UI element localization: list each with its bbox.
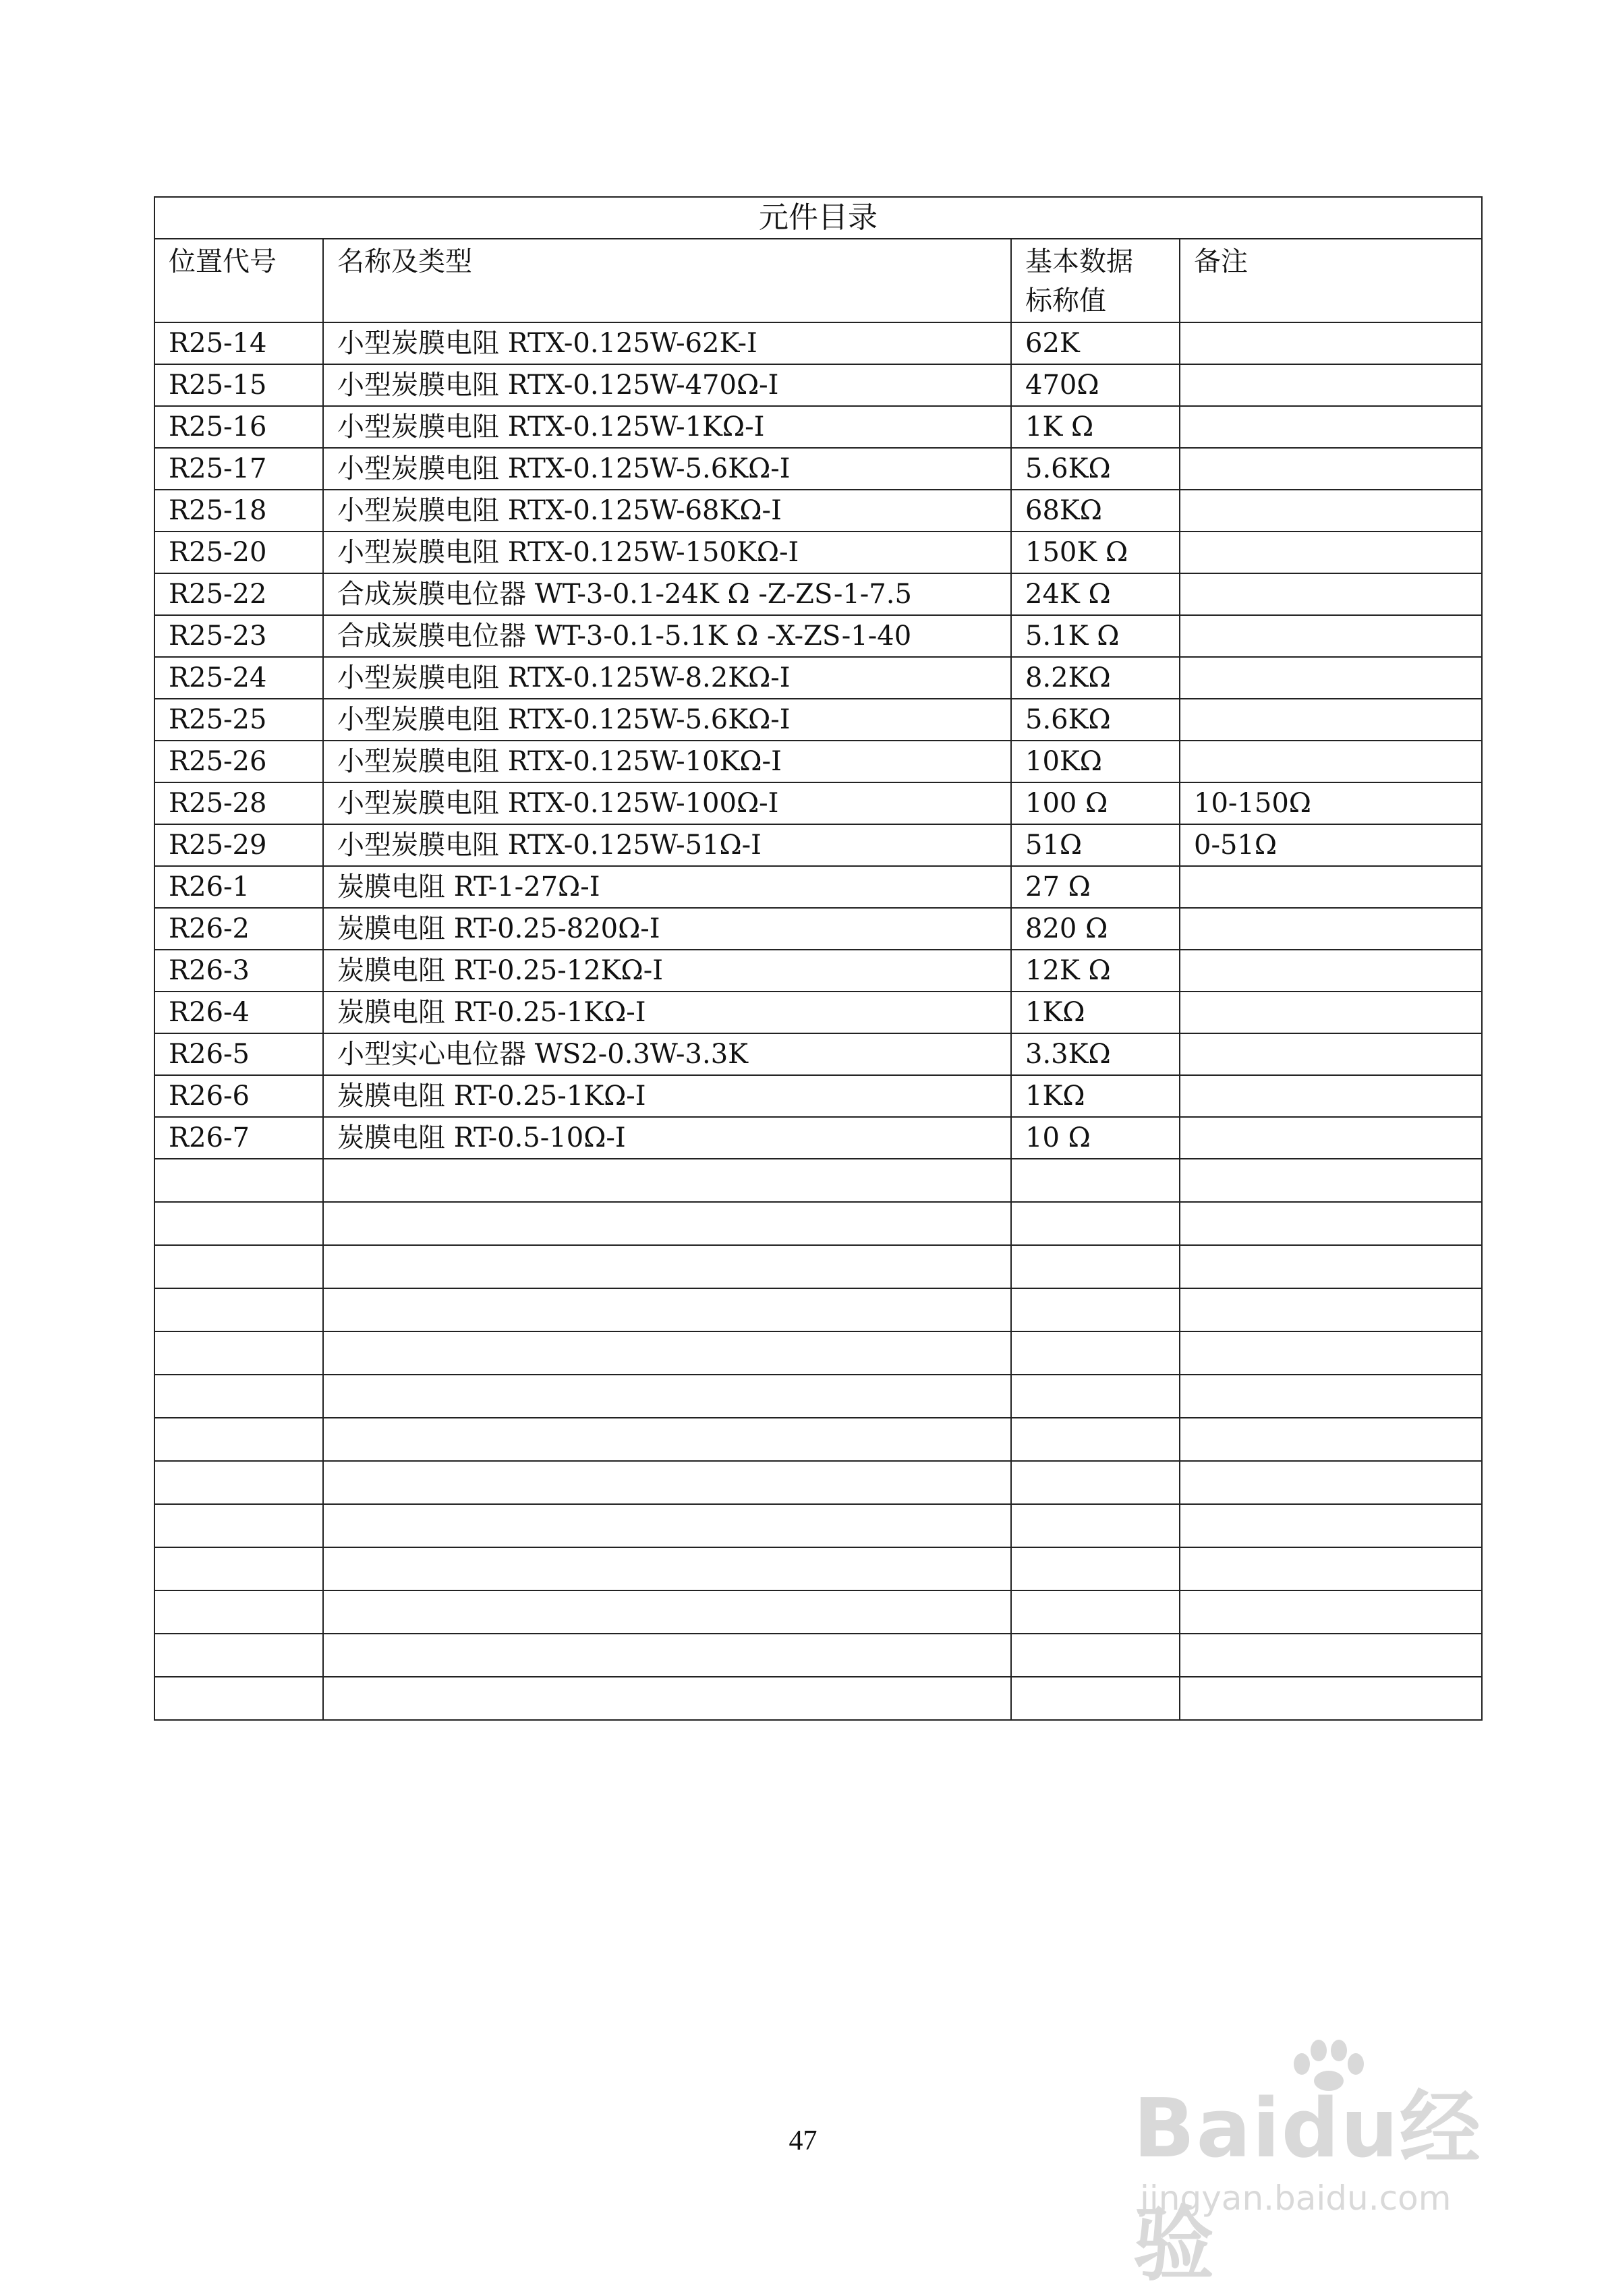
table-row (154, 448, 1482, 490)
catalog-body (154, 197, 1482, 1720)
cell-value: 10 Ω (1011, 1117, 1180, 1159)
cell-value: 68KΩ (1011, 490, 1180, 532)
cell-value: 470Ω (1011, 364, 1180, 406)
cell-name: 小型炭膜电阻 RTX-0.125W-8.2KΩ-I (323, 657, 1011, 699)
watermark (1120, 2037, 1497, 2292)
cell-name: 小型炭膜电阻 RTX-0.125W-1KΩ-I (323, 406, 1011, 448)
cell-position: R25-17 (154, 448, 323, 490)
empty-row (154, 1677, 1482, 1720)
empty-cell (1180, 1245, 1482, 1288)
cell-value: 1K Ω (1011, 406, 1180, 448)
cell-note (1180, 532, 1482, 573)
empty-cell (1180, 1634, 1482, 1677)
empty-cell (323, 1677, 1011, 1720)
cell-position: R25-29 (154, 824, 323, 866)
table-row (154, 615, 1482, 657)
cell-position: R25-16 (154, 406, 323, 448)
cell-note (1180, 699, 1482, 741)
empty-cell (154, 1288, 323, 1331)
empty-row (154, 1331, 1482, 1375)
empty-row (154, 1547, 1482, 1590)
cell-note (1180, 448, 1482, 490)
empty-cell (1180, 1331, 1482, 1375)
cell-value: 8.2KΩ (1011, 657, 1180, 699)
cell-name: 合成炭膜电位器 WT-3-0.1-5.1K Ω -X-ZS-1-40 (323, 615, 1011, 657)
empty-cell (1011, 1245, 1180, 1288)
component-catalog-table (154, 196, 1483, 1721)
header-value (1011, 239, 1180, 322)
table-row (154, 782, 1482, 824)
cell-position: R25-20 (154, 532, 323, 573)
empty-cell (323, 1634, 1011, 1677)
cell-note: 10-150Ω (1180, 782, 1482, 824)
cell-value: 10KΩ (1011, 741, 1180, 782)
cell-note (1180, 992, 1482, 1033)
cell-name: 小型炭膜电阻 RTX-0.125W-150KΩ-I (323, 532, 1011, 573)
empty-cell (1180, 1461, 1482, 1504)
table-row (154, 406, 1482, 448)
table-row (154, 490, 1482, 532)
empty-cell (1011, 1418, 1180, 1461)
empty-cell (323, 1375, 1011, 1418)
empty-cell (154, 1547, 323, 1590)
empty-cell (154, 1159, 323, 1202)
empty-cell (154, 1245, 323, 1288)
cell-value: 820 Ω (1011, 908, 1180, 950)
empty-cell (154, 1375, 323, 1418)
cell-note (1180, 950, 1482, 992)
header-value-line2: 标称值 (1025, 285, 1106, 316)
empty-row (154, 1418, 1482, 1461)
empty-cell (323, 1590, 1011, 1634)
empty-cell (323, 1547, 1011, 1590)
cell-value: 100 Ω (1011, 782, 1180, 824)
table-row (154, 741, 1482, 782)
cell-name: 小型炭膜电阻 RTX-0.125W-470Ω-I (323, 364, 1011, 406)
cell-name: 小型炭膜电阻 RTX-0.125W-10KΩ-I (323, 741, 1011, 782)
empty-row (154, 1288, 1482, 1331)
cell-value: 5.6KΩ (1011, 448, 1180, 490)
cell-value: 1KΩ (1011, 992, 1180, 1033)
table-row (154, 657, 1482, 699)
cell-position: R25-26 (154, 741, 323, 782)
cell-note (1180, 490, 1482, 532)
empty-cell (154, 1461, 323, 1504)
watermark-brand: Baidu经验 (1133, 2082, 1482, 2292)
empty-cell (1180, 1288, 1482, 1331)
cell-position: R25-25 (154, 699, 323, 741)
cell-note (1180, 573, 1482, 615)
cell-position: R25-23 (154, 615, 323, 657)
empty-cell (1180, 1375, 1482, 1418)
header-position: 位置代号 (154, 239, 323, 322)
empty-row (154, 1159, 1482, 1202)
table-row (154, 1117, 1482, 1159)
cell-note (1180, 406, 1482, 448)
cell-name: 小型炭膜电阻 RTX-0.125W-5.6KΩ-I (323, 448, 1011, 490)
cell-name: 小型炭膜电阻 RTX-0.125W-68KΩ-I (323, 490, 1011, 532)
header-name: 名称及类型 (323, 239, 1011, 322)
cell-note (1180, 1075, 1482, 1117)
cell-note (1180, 866, 1482, 908)
title-row (154, 197, 1482, 239)
table-row (154, 824, 1482, 866)
cell-position: R25-15 (154, 364, 323, 406)
empty-cell (1011, 1547, 1180, 1590)
cell-position: R26-3 (154, 950, 323, 992)
empty-cell (154, 1504, 323, 1547)
cell-note: 0-51Ω (1180, 824, 1482, 866)
empty-cell (323, 1159, 1011, 1202)
empty-cell (1011, 1288, 1180, 1331)
cell-value: 3.3KΩ (1011, 1033, 1180, 1075)
header-value-line1: 基本数据 (1025, 246, 1133, 277)
cell-position: R26-1 (154, 866, 323, 908)
cell-note (1180, 908, 1482, 950)
cell-position: R25-14 (154, 322, 323, 364)
table-row (154, 699, 1482, 741)
empty-row (154, 1245, 1482, 1288)
cell-name: 炭膜电阻 RT-0.25-1KΩ-I (323, 992, 1011, 1033)
page-number: 47 (788, 2125, 818, 2156)
empty-cell (1180, 1677, 1482, 1720)
cell-name: 小型炭膜电阻 RTX-0.125W-5.6KΩ-I (323, 699, 1011, 741)
cell-value: 27 Ω (1011, 866, 1180, 908)
empty-cell (1180, 1547, 1482, 1590)
cell-value: 24K Ω (1011, 573, 1180, 615)
cell-value: 5.6KΩ (1011, 699, 1180, 741)
empty-cell (1011, 1677, 1180, 1720)
table-row (154, 532, 1482, 573)
empty-cell (1011, 1202, 1180, 1245)
cell-name: 炭膜电阻 RT-0.5-10Ω-I (323, 1117, 1011, 1159)
cell-name: 小型炭膜电阻 RTX-0.125W-100Ω-I (323, 782, 1011, 824)
table-row (154, 1033, 1482, 1075)
empty-cell (154, 1677, 323, 1720)
empty-cell (154, 1590, 323, 1634)
watermark-url: jingyan.baidu.com (1140, 2179, 1452, 2218)
empty-row (154, 1375, 1482, 1418)
empty-cell (1180, 1418, 1482, 1461)
cell-name: 炭膜电阻 RT-0.25-820Ω-I (323, 908, 1011, 950)
cell-name: 炭膜电阻 RT-0.25-12KΩ-I (323, 950, 1011, 992)
table-row (154, 1075, 1482, 1117)
cell-name: 小型炭膜电阻 RTX-0.125W-51Ω-I (323, 824, 1011, 866)
empty-cell (323, 1504, 1011, 1547)
cell-position: R26-2 (154, 908, 323, 950)
empty-cell (154, 1331, 323, 1375)
cell-note (1180, 1033, 1482, 1075)
empty-cell (1011, 1590, 1180, 1634)
cell-position: R26-5 (154, 1033, 323, 1075)
cell-position: R26-7 (154, 1117, 323, 1159)
empty-cell (154, 1202, 323, 1245)
table-title: 元件目录 (154, 197, 1482, 239)
cell-name: 小型实心电位器 WS2-0.3W-3.3K (323, 1033, 1011, 1075)
cell-name: 炭膜电阻 RT-0.25-1KΩ-I (323, 1075, 1011, 1117)
empty-cell (1011, 1504, 1180, 1547)
header-row (154, 239, 1482, 322)
empty-cell (1011, 1461, 1180, 1504)
cell-position: R25-22 (154, 573, 323, 615)
empty-cell (154, 1418, 323, 1461)
empty-cell (323, 1461, 1011, 1504)
empty-cell (323, 1418, 1011, 1461)
empty-row (154, 1202, 1482, 1245)
empty-cell (1180, 1504, 1482, 1547)
empty-cell (1011, 1375, 1180, 1418)
cell-position: R25-24 (154, 657, 323, 699)
empty-row (154, 1634, 1482, 1677)
cell-note (1180, 657, 1482, 699)
empty-cell (323, 1245, 1011, 1288)
table-row (154, 866, 1482, 908)
table-row (154, 908, 1482, 950)
empty-cell (1011, 1634, 1180, 1677)
empty-cell (1011, 1331, 1180, 1375)
cell-note (1180, 322, 1482, 364)
table-row (154, 992, 1482, 1033)
empty-cell (323, 1288, 1011, 1331)
cell-name: 小型炭膜电阻 RTX-0.125W-62K-I (323, 322, 1011, 364)
table-row (154, 573, 1482, 615)
empty-cell (154, 1634, 323, 1677)
empty-cell (1011, 1159, 1180, 1202)
empty-cell (323, 1202, 1011, 1245)
cell-note (1180, 364, 1482, 406)
empty-row (154, 1461, 1482, 1504)
cell-name: 炭膜电阻 RT-1-27Ω-I (323, 866, 1011, 908)
cell-value: 5.1K Ω (1011, 615, 1180, 657)
table-row (154, 322, 1482, 364)
cell-note (1180, 615, 1482, 657)
cell-note (1180, 1117, 1482, 1159)
table-row (154, 364, 1482, 406)
cell-value: 62K (1011, 322, 1180, 364)
cell-position: R25-18 (154, 490, 323, 532)
empty-row (154, 1504, 1482, 1547)
cell-value: 12K Ω (1011, 950, 1180, 992)
cell-note (1180, 741, 1482, 782)
cell-position: R25-28 (154, 782, 323, 824)
empty-cell (1180, 1202, 1482, 1245)
cell-value: 1KΩ (1011, 1075, 1180, 1117)
header-notes: 备注 (1180, 239, 1482, 322)
cell-value: 51Ω (1011, 824, 1180, 866)
cell-position: R26-4 (154, 992, 323, 1033)
empty-cell (323, 1331, 1011, 1375)
empty-row (154, 1590, 1482, 1634)
empty-cell (1180, 1159, 1482, 1202)
table-row (154, 950, 1482, 992)
empty-cell (1180, 1590, 1482, 1634)
cell-name: 合成炭膜电位器 WT-3-0.1-24K Ω -Z-ZS-1-7.5 (323, 573, 1011, 615)
cell-position: R26-6 (154, 1075, 323, 1117)
cell-value: 150K Ω (1011, 532, 1180, 573)
